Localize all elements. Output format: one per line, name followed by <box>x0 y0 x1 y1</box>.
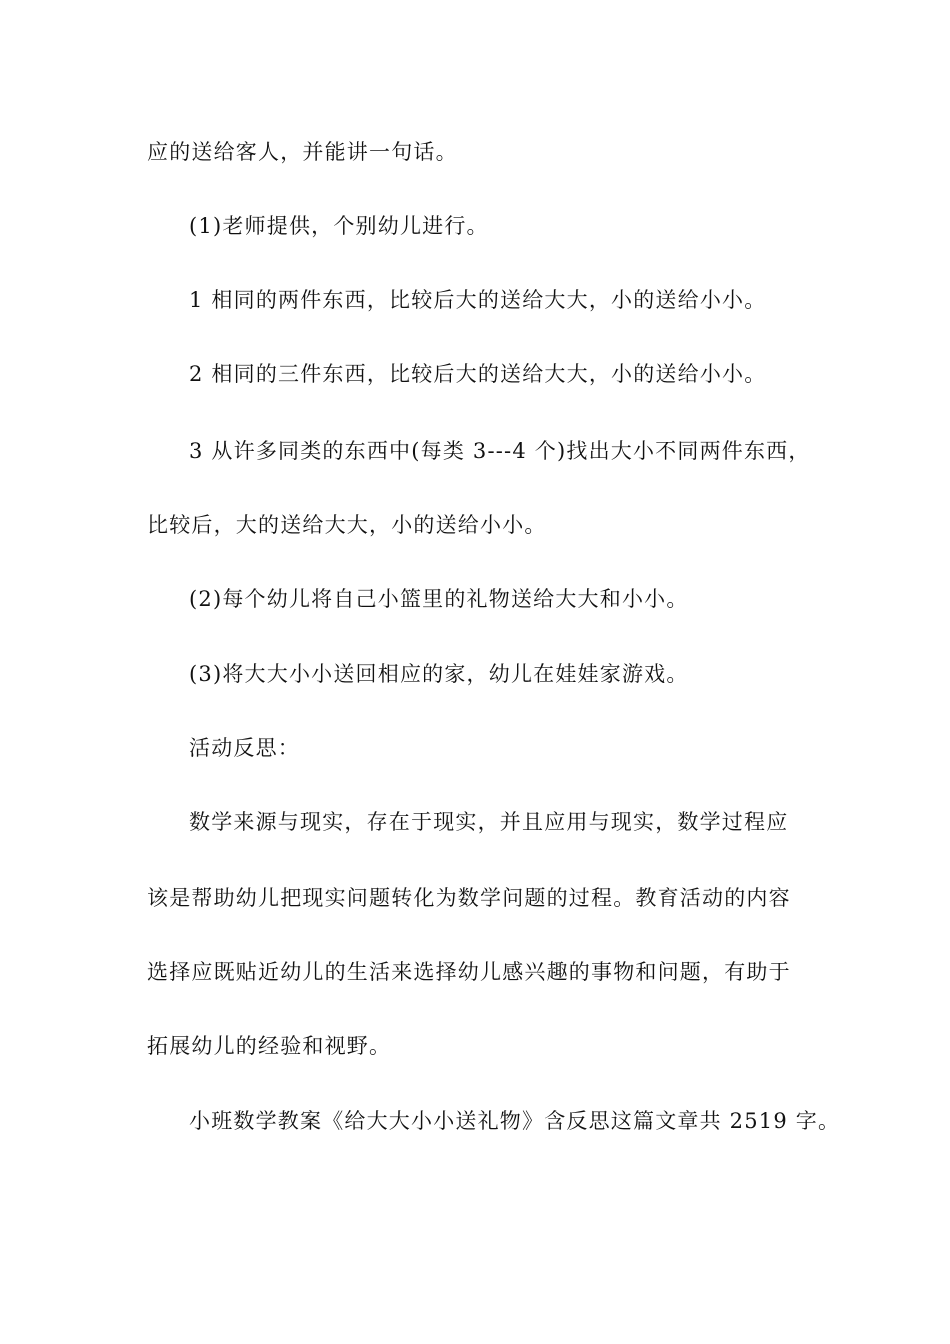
section-heading-reflection: 活动反思： <box>189 736 300 760</box>
text-line-12: 选择应既贴近幼儿的生活来选择幼儿感兴趣的事物和问题，有助于 <box>147 960 791 984</box>
text-line-7: (2)每个幼儿将自己小篮里的礼物送给大大和小小。 <box>189 587 689 611</box>
text-line-3: 1 相同的两件东西，比较后大的送给大大，小的送给小小。 <box>189 288 767 312</box>
text-line-6: 比较后，大的送给大大，小的送给小小。 <box>147 513 547 537</box>
text-line-8: (3)将大大小小送回相应的家，幼儿在娃娃家游戏。 <box>189 662 689 686</box>
text-line-5: 3 从许多同类的东西中(每类 3---4 个)找出大小不同两件东西， <box>189 439 811 463</box>
text-line-4: 2 相同的三件东西，比较后大的送给大大，小的送给小小。 <box>189 362 767 386</box>
text-line-10: 数学来源与现实，存在于现实，并且应用与现实，数学过程应 <box>189 810 789 834</box>
text-line-1: 应的送给客人，并能讲一句话。 <box>147 140 458 164</box>
text-line-2: (1)老师提供，个别幼儿进行。 <box>189 214 489 238</box>
article-footer-note: 小班数学教案《给大大小小送礼物》含反思这篇文章共 2519 字。 <box>189 1109 841 1133</box>
text-line-13: 拓展幼儿的经验和视野。 <box>147 1034 392 1058</box>
text-line-11: 该是帮助幼儿把现实问题转化为数学问题的过程。教育活动的内容 <box>147 886 791 910</box>
